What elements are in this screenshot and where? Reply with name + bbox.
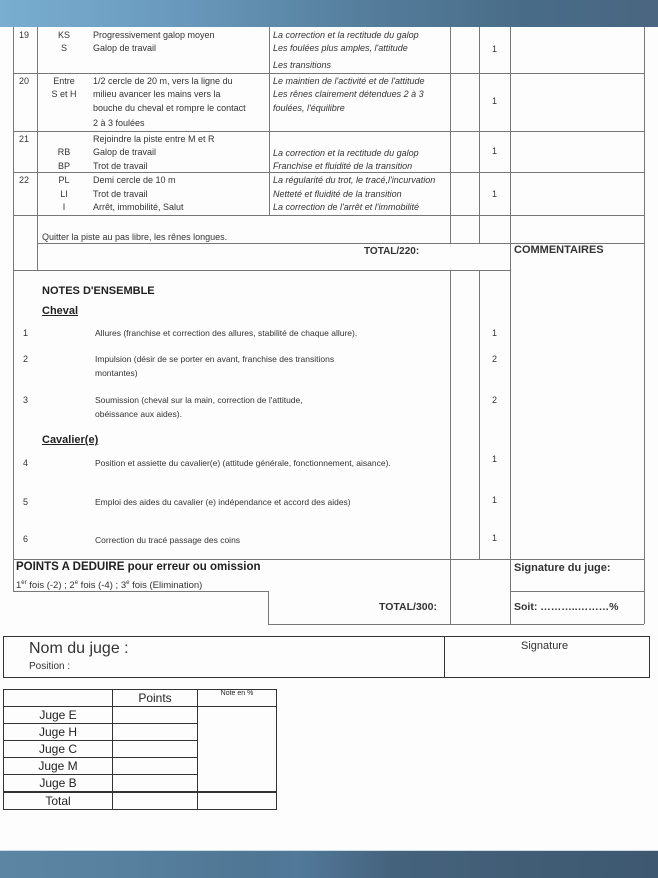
item-number: 6 xyxy=(23,534,29,544)
total-label: Total xyxy=(4,792,113,810)
collective-title: NOTES D'ENSEMBLE xyxy=(42,285,155,297)
judge-name-label[interactable]: Nom du juge : xyxy=(29,640,129,657)
item-coefficient: 2 xyxy=(491,354,497,364)
movement-criteria: La régularité du trot, le tracé,l'incurvation xyxy=(273,175,436,185)
item-number: 1 xyxy=(23,328,29,338)
total-300-label: TOTAL/300: xyxy=(379,601,437,613)
movement-letters: BP xyxy=(57,161,70,171)
rider-heading: Cavalier(e) xyxy=(42,434,99,446)
item-number: 2 xyxy=(23,354,29,364)
summary-header-row xyxy=(4,690,277,707)
judge-label: Juge E xyxy=(4,707,113,724)
deductions-title: POINTS A DEDUIRE pour erreur ou omission xyxy=(16,561,261,573)
movement-coefficient: 1 xyxy=(491,146,497,156)
movement-description: 1/2 cercle de 20 m, vers la ligne du xyxy=(93,76,233,86)
signature-label[interactable]: Signature xyxy=(521,640,569,652)
movement-description: Progressivement galop moyen xyxy=(93,30,215,40)
movement-criteria: Le maintien de l'activité et de l'attitude xyxy=(273,76,425,86)
item-coefficient: 1 xyxy=(491,454,497,464)
header-band xyxy=(0,0,658,27)
movement-description: Trot de travail xyxy=(93,189,148,199)
judge-position-label[interactable]: Position : xyxy=(29,661,71,672)
item-description: Emploi des aides du cavalier (e) indépendance et accord des aides) xyxy=(95,497,351,507)
movement-number: 19 xyxy=(19,30,30,40)
item-coefficient: 1 xyxy=(491,328,497,338)
item-number: 4 xyxy=(23,458,29,468)
item-description: Position et assiette du cavalier(e) (attitude générale, fonctionnement, aisance). xyxy=(95,458,391,468)
movement-description: Rejoindre la piste entre M et R xyxy=(93,134,215,144)
total-220-label: TOTAL/220: xyxy=(364,246,420,257)
points-cell[interactable] xyxy=(113,758,198,775)
percentage-field[interactable]: Soit: ………..………% xyxy=(514,601,619,613)
points-cell[interactable] xyxy=(113,775,198,793)
movement-description: Galop de travail xyxy=(93,147,157,157)
item-description: Impulsion (désir de se porter en avant, franchise des transitions xyxy=(95,354,335,364)
item-number: 3 xyxy=(23,395,29,405)
movement-number: 21 xyxy=(19,134,30,144)
movement-criteria: La correction et la rectitude du galop xyxy=(273,148,419,158)
movement-letters: PL xyxy=(58,175,70,185)
deductions-rules: 1er fois (-2) ; 2e fois (-4) ; 3e fois (Elimination) xyxy=(16,580,203,592)
movement-coefficient: 1 xyxy=(491,44,497,54)
judges-summary-table xyxy=(3,689,277,810)
judge-signature-label: Signature du juge: xyxy=(514,562,611,574)
horse-heading: Cheval xyxy=(42,305,79,317)
item-description: montantes) xyxy=(95,368,138,378)
movement-number: 22 xyxy=(19,175,30,185)
movement-criteria: La correction de l'arrêt et l'immobilité xyxy=(273,202,419,212)
movement-criteria: Les foulées plus amples, l'attitude xyxy=(273,43,408,53)
judge-label: Juge C xyxy=(4,741,113,758)
movement-criteria: foulées, l'équilibre xyxy=(273,103,345,113)
exit-instruction: Quitter la piste au pas libre, les rênes longues. xyxy=(42,232,228,242)
movement-coefficient: 1 xyxy=(491,189,497,199)
movement-letters: KS xyxy=(57,30,70,40)
footer-band xyxy=(0,850,658,878)
movement-letters: S et H xyxy=(51,89,77,99)
item-description: Correction du tracé passage des coins xyxy=(95,535,241,545)
movement-criteria: Netteté et fluidité de la transition xyxy=(273,189,402,199)
item-description: Allures (franchise et correction des allures, stabilité de chaque allure). xyxy=(95,328,358,338)
item-description: obéissance aux aides). xyxy=(95,409,182,419)
movement-description: bouche du cheval et rompre le contact xyxy=(93,103,246,113)
movement-letters: Entre xyxy=(53,76,75,86)
movement-letters: I xyxy=(62,202,66,212)
movement-letters: RB xyxy=(57,147,71,157)
judge-label: Juge M xyxy=(4,758,113,775)
movement-description: Trot de travail xyxy=(93,161,148,171)
item-coefficient: 1 xyxy=(491,533,497,543)
movement-letters: LI xyxy=(60,189,68,199)
movement-coefficient: 1 xyxy=(491,96,497,106)
points-cell[interactable] xyxy=(113,741,198,758)
item-number: 5 xyxy=(23,497,29,507)
judge-box xyxy=(3,636,650,678)
judge-label: Juge H xyxy=(4,724,113,741)
item-description: Soumission (cheval sur la main, correction de l'attitude, xyxy=(95,395,303,405)
movement-criteria: Les rênes clairement détendues 2 à 3 xyxy=(273,89,424,99)
item-coefficient: 2 xyxy=(491,395,497,405)
item-coefficient: 1 xyxy=(491,495,497,505)
movement-description: Demi cercle de 10 m xyxy=(93,175,176,185)
movement-criteria: Franchise et fluidité de la transition xyxy=(273,161,413,171)
points-cell[interactable] xyxy=(113,707,198,724)
movement-number: 20 xyxy=(19,76,30,86)
movement-description: Galop de travail xyxy=(93,43,157,53)
movement-description: milieu avancer les mains vers la xyxy=(93,89,221,99)
movement-criteria: Les transitions xyxy=(273,60,332,70)
points-cell[interactable] xyxy=(113,724,198,741)
movement-criteria: La correction et la rectitude du galop xyxy=(273,30,419,40)
summary-header-percent: Note en % xyxy=(198,690,277,707)
total-percent-cell[interactable] xyxy=(198,792,277,810)
movement-description: 2 à 3 foulées xyxy=(93,118,145,128)
summary-header-blank xyxy=(4,690,113,707)
total-points-cell[interactable] xyxy=(113,792,198,810)
movement-letters: S xyxy=(60,43,67,53)
movement-description: Arrêt, immobilité, Salut xyxy=(93,202,184,212)
summary-header-points: Points xyxy=(113,690,198,707)
summary-row xyxy=(4,707,277,724)
judge-label: Juge B xyxy=(4,775,113,793)
summary-total-row xyxy=(4,792,277,810)
comments-header: COMMENTAIRES xyxy=(514,244,604,256)
percent-cell[interactable] xyxy=(198,707,277,793)
